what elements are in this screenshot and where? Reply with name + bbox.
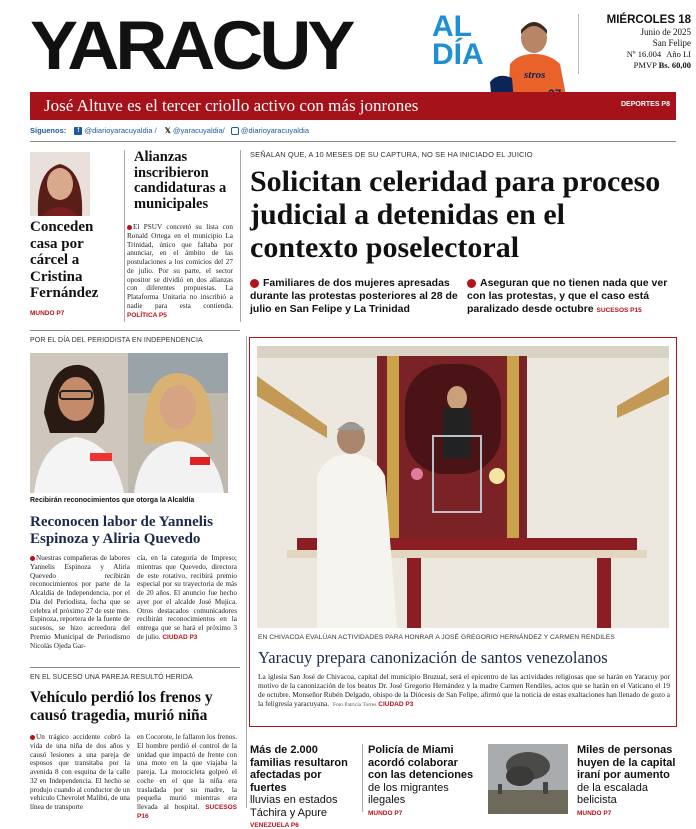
brief-lluvias-headline: Más de 2.000 familias resultaron afectadas por fuertes	[250, 744, 348, 794]
instagram-icon[interactable]	[231, 127, 239, 135]
periodista-col-2-text: cía, en la categoría de Impreso; mientras que Quevedo, directora de este rotativo, recibirá premio especial por su trayectoria de más de 20 años. El anuncio fue hecho ayer por el alcalde José Mujica. Otros destacados comunicadores recibirán reconocimientos en la entrega que se hará el próximo 3 de julio.	[137, 554, 237, 642]
svg-text:stros: stros	[524, 69, 546, 81]
cristina-photo	[30, 152, 90, 216]
brief-miami-section[interactable]: MUNDO P7	[368, 809, 403, 817]
issue-year: Año LI	[666, 49, 691, 59]
lead-headline[interactable]: Solicitan celeridad para proceso judicial a detenidas en el contexto poselectoral	[250, 165, 661, 264]
lead-point-1-text: Familiares de dos mujeres apresadas durante las protestas posteriores al 28 de julio en San Felipe y La Trinidad	[250, 277, 458, 315]
vehiculo-col-2	[137, 733, 237, 821]
bullet-icon	[250, 279, 259, 288]
vehiculo-section[interactable]: SUCESOS P16	[137, 804, 238, 821]
alianzas-body	[127, 223, 233, 320]
brief-lluvias[interactable]	[250, 744, 360, 829]
brief-lluvias-section[interactable]: VENEZUELA P6	[250, 822, 299, 829]
edition-day: MIÉRCOLES 18	[606, 14, 691, 26]
cristina-headline[interactable]: Conceden casa por cárcel a Cristina Fernández	[30, 219, 99, 301]
masthead	[0, 0, 696, 92]
brief-miami-headline: Policía de Miami acordó colaborar con las detenciones	[368, 744, 474, 781]
edition-city: San Felipe	[652, 38, 691, 48]
lead-point-2-text: Aseguran que no tienen nada que ver con las protestas, y que el caso está paralizado desde octubre	[467, 277, 668, 315]
brand-logo-al: AL	[432, 10, 472, 43]
brief-iran-headline: Miles de personas huyen de la capital iraní por aumento	[577, 744, 676, 781]
aliria-photo	[128, 353, 228, 493]
issue-number: Nº 16.004	[626, 49, 662, 59]
brief-lluvias-sub: lluvias en estados Táchira y Apure	[250, 794, 338, 819]
periodista-col-1-text: Nuestras compañeras de labores Yannelis Espinoza y Aliria Quevedo recibirán reconocimientos por parte de la Alcaldía de Independencia, por el Día del Periodista, fecha que se celebra el próximo 27 de este mes. Espinoza, reportera de la fuente de sucesos, se hizo acreedora del Premio Municipal de Periodismo Nicolás Ojeda Gar-	[30, 554, 130, 650]
periodista-col-2	[137, 554, 237, 642]
cristina-section[interactable]: MUNDO P7	[30, 310, 65, 317]
brief-iran-section[interactable]: MUNDO P7	[577, 809, 612, 817]
santos-section[interactable]: CIUDAD P3	[378, 700, 414, 708]
facebook-handle[interactable]: @diarioyaracuyaldia /	[84, 126, 157, 135]
sports-banner-section: DEPORTES P8	[620, 101, 670, 108]
x-handle[interactable]: @yaracuyaldia/	[172, 126, 225, 135]
periodista-kicker: POR EL DÍA DEL PERIODISTA EN INDEPENDENCIA	[30, 337, 203, 344]
sports-banner-headline: José Altuve es el tercer criollo activo con más jonrones	[44, 96, 419, 115]
sports-banner[interactable]	[30, 92, 676, 120]
vehiculo-headline[interactable]: Vehículo perdió los frenos y causó tragedia, murió niña	[30, 689, 213, 724]
price-label: PMVP	[633, 60, 657, 70]
brief-iran-sub: de la escalada belicista	[577, 781, 648, 806]
edition-date: Junio de 2025	[640, 27, 691, 37]
yannelis-photo	[30, 353, 128, 493]
brand-logo-dia: DÍA	[432, 38, 484, 71]
social-label: Síguenos:	[30, 126, 67, 135]
periodista-section[interactable]: CIUDAD P3	[162, 634, 198, 642]
periodista-col-1	[30, 554, 130, 651]
brief-iran[interactable]	[577, 744, 677, 817]
santos-photo	[257, 346, 669, 628]
lead-point-2	[467, 277, 677, 317]
date-block	[583, 14, 691, 71]
brand-logo[interactable]: YARACUY	[30, 8, 352, 85]
instagram-handle[interactable]: @diarioyaracuyaldia	[240, 126, 309, 135]
alianzas-headline[interactable]: Alianzas inscribieron candidaturas a municipales	[134, 149, 227, 212]
santos-body-text: La iglesia San José de Chivacoa, capital del municipio Bruzual, será el epicentro de las actividades religiosas que se harán en Yaracuy por motivo de la canonización de los beatos Dr. José Gregorio Hernández y la madre Carmen Rendiles, actos que se harán en el Vaticano el 19 de octubre. Monseñor Rubén Delgado, obispo de la Diócesis de San Felipe, afirmó que la noticia de estas exaltaciones han llenado de gozo a la feligresía yaracuyana.	[258, 672, 670, 708]
santos-kicker: EN CHIVACOA EVALÚAN ACTIVIDADES PARA HONRAR A JOSÉ GREGORIO HERNÁNDEZ Y CARMEN RENDILES	[258, 634, 615, 641]
alianzas-body-text: El PSUV concretó su lista con Ronald Ortega en el municipio La Trinidad, único que faltaba por anunciar, en el ámbito de las postulaciones a los comicios del 27 de julio. Por su parte, el sector opositor se dividió en dos alianzas con diferentes propuestas. La Plataforma Unitaria no inscribió a nadie para esta contienda.	[127, 223, 233, 311]
lead-section[interactable]: SUCESOS P15	[596, 307, 642, 314]
x-icon[interactable]: 𝕏	[164, 126, 171, 135]
vehiculo-col-1-text: Un trágico accidente cobró la vida de una niña de dos años y causó lesiones a una pareja de esposos que transitaba por la avenida 8 con esquina de la calle 32 en Independencia. El hecho se produjo cuando al conductor de un vehículo Chevrolet Malibú, de una línea de transporte	[30, 733, 131, 812]
tehran-photo	[488, 744, 568, 814]
periodista-caption: Recibirán reconocimientos que otorga la Alcaldía	[30, 497, 195, 504]
lead-point-1	[250, 277, 460, 316]
bullet-icon	[467, 279, 476, 288]
brief-miami[interactable]	[368, 744, 480, 817]
vehiculo-col-2-text: en Cocorote, le fallaron los frenos. El hombre perdió el control de la unidad que impactó de frente con una moto en la que viajaba la pareja. La motocicleta golpeó el coche en el que la niña era trasladada por su madre, la pequeña murió mientras era llevada al hospital.	[137, 733, 237, 812]
santos-body	[258, 673, 670, 709]
vehiculo-kicker: EN EL SUCESO UNA PAREJA RESULTÓ HERIDA	[30, 674, 193, 681]
periodista-headline[interactable]: Reconocen labor de Yannelis Espinoza y Aliria Quevedo	[30, 514, 213, 547]
lead-kicker: SEÑALAN QUE, A 10 MESES DE SU CAPTURA, NO SE HA INICIADO EL JUICIO	[250, 150, 533, 159]
vehiculo-col-1	[30, 733, 130, 812]
facebook-icon[interactable]: f	[74, 127, 82, 135]
santos-headline[interactable]: Yaracuy prepara canonización de santos venezolanos	[258, 648, 608, 667]
price-value: Bs. 60,00	[658, 60, 691, 70]
brief-miami-sub: de los migrantes ilegales	[368, 781, 449, 806]
santos-photo-credit: Foto Patricia Torres	[332, 701, 377, 708]
social-bar	[30, 124, 676, 138]
alianzas-section[interactable]: POLÍTICA P5	[127, 311, 167, 319]
